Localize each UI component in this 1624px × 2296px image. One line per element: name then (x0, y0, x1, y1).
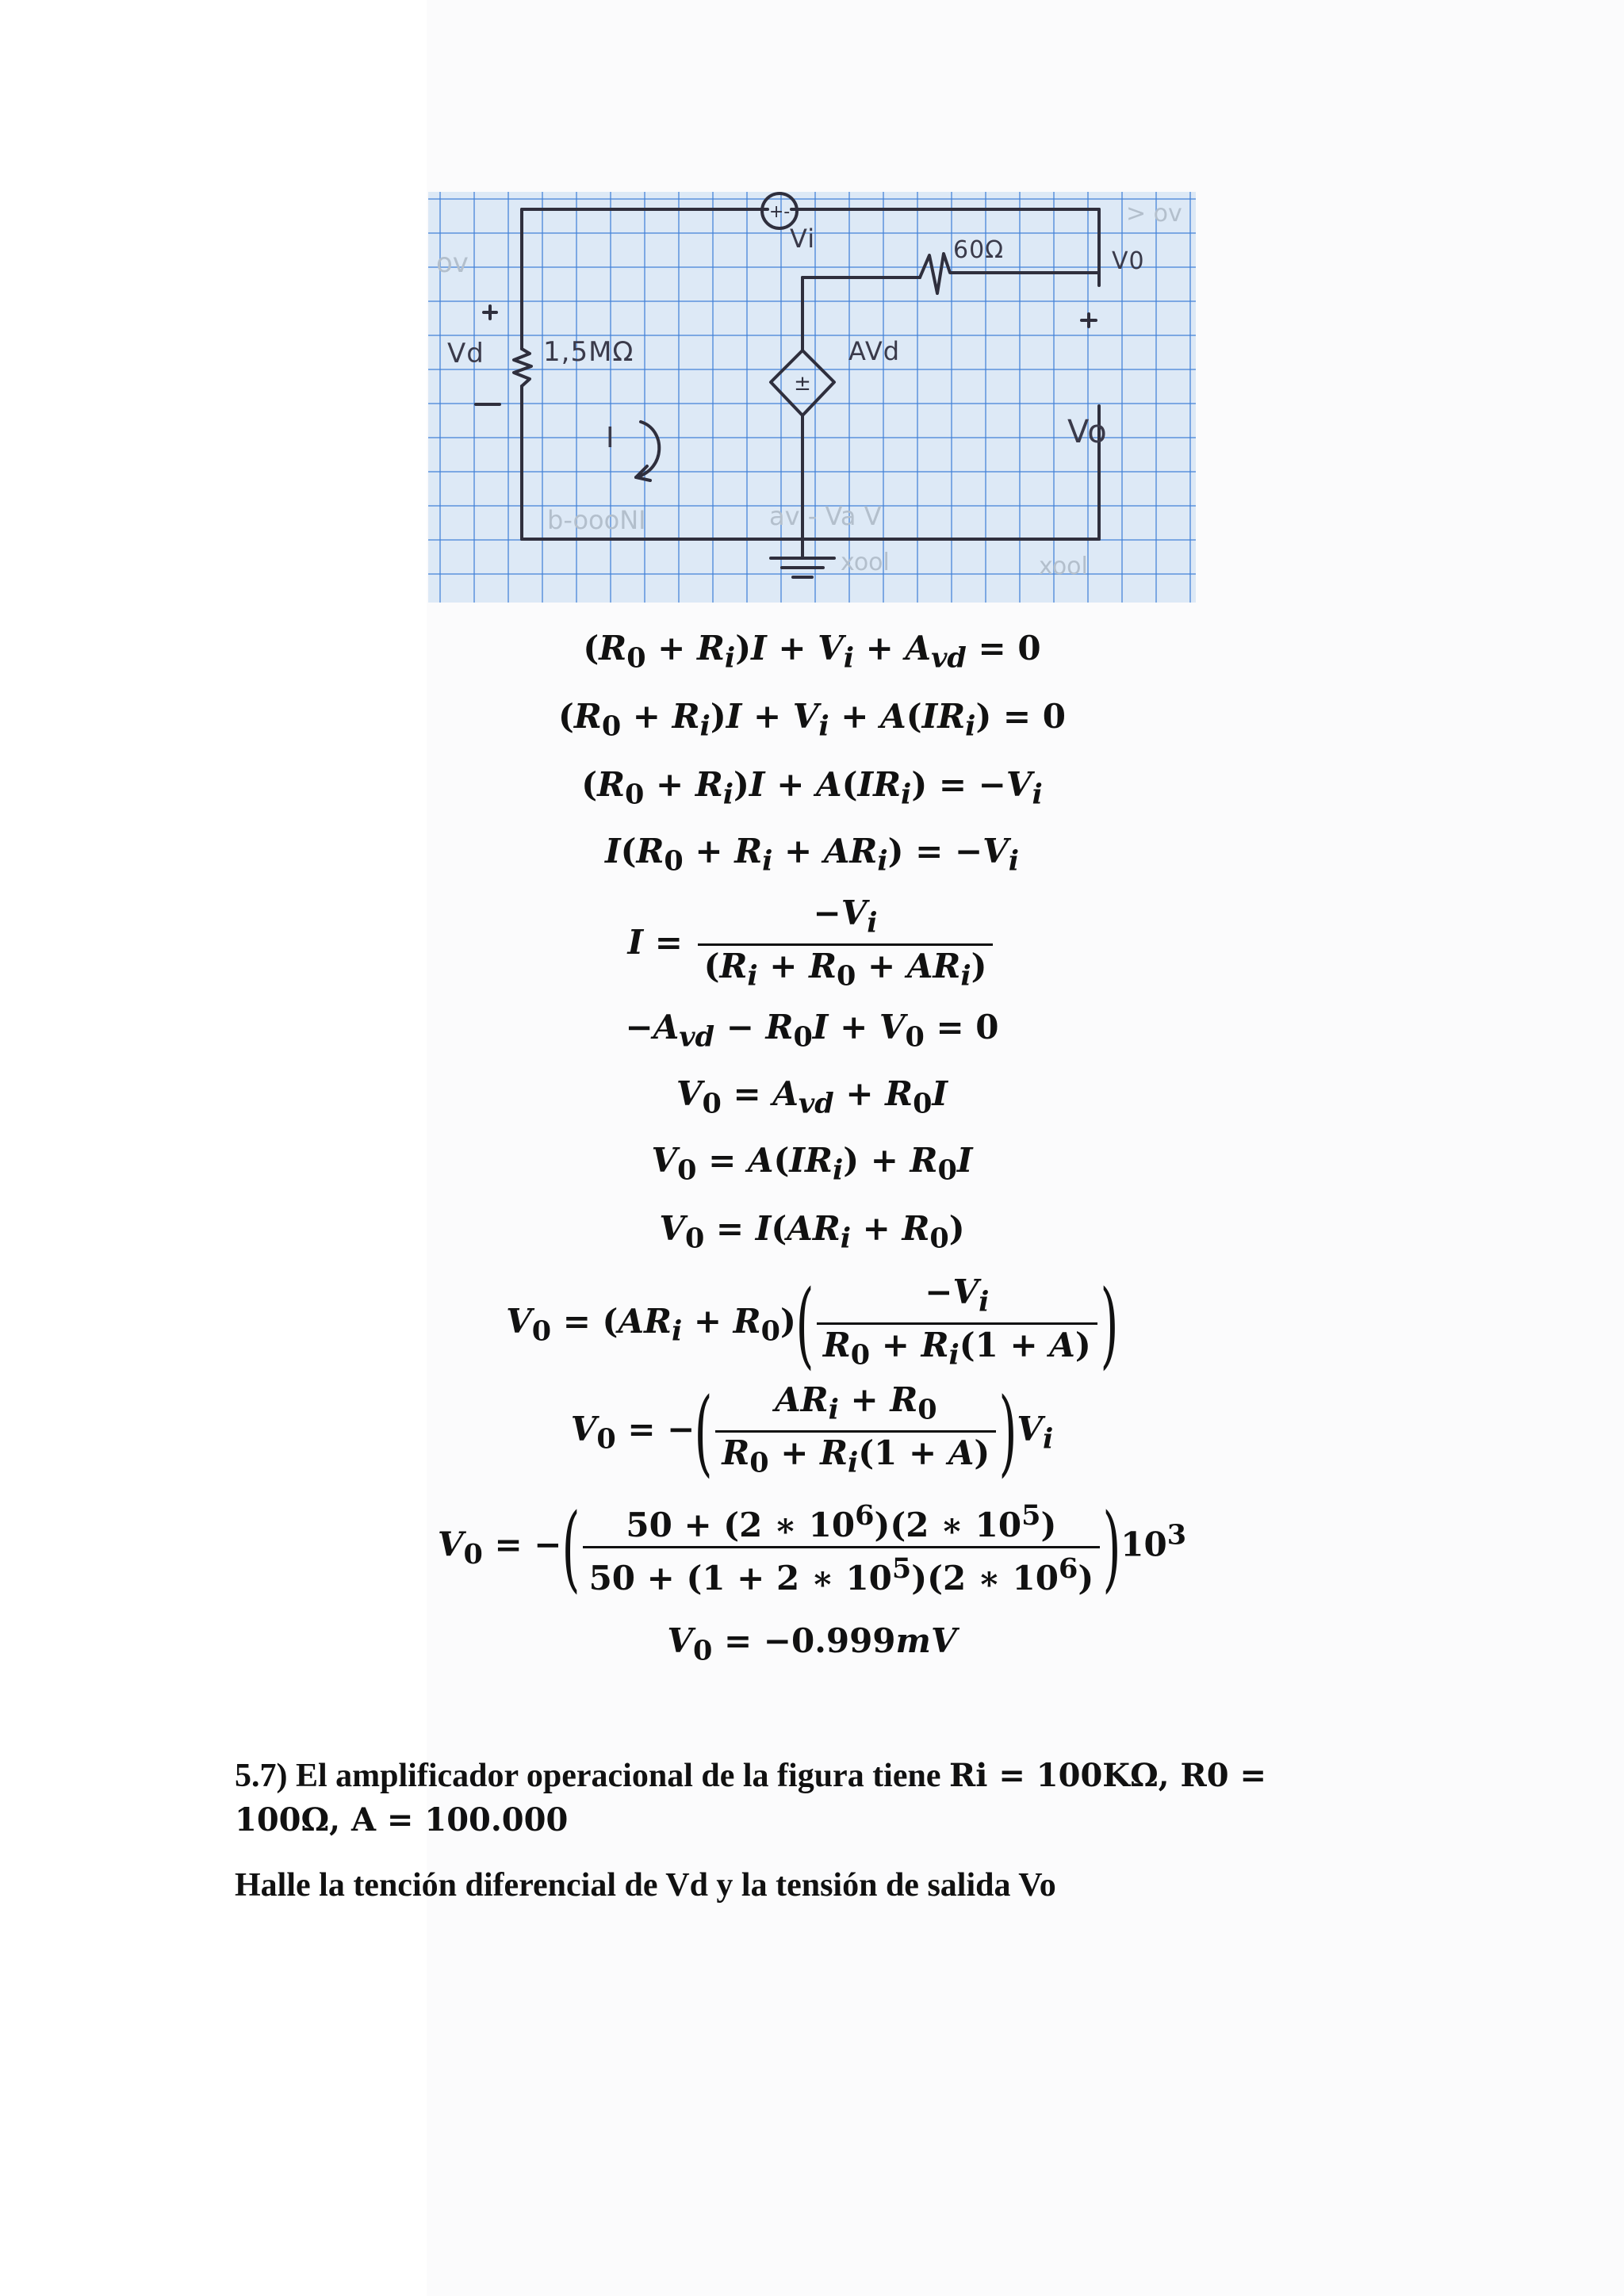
avd-label: AVd (848, 336, 901, 366)
problem-given-ri-r0: Ri = 100KΩ, R0 = (949, 1757, 1267, 1794)
bleed-through-mark: xool (1039, 553, 1088, 580)
problem-heading: 5.7) El amplificador operacional de la figura tiene (235, 1758, 941, 1794)
problem-question: Halle la tención diferencial de Vd y la tensión de salida Vo (235, 1867, 1056, 1904)
equation-9: $V_0 = I(AR_i + R_0)$ (659, 1209, 965, 1255)
source-polarity: ± (794, 372, 811, 396)
equation-11: $V_0$ = −( $\frac{AR_i + R_0}{R_0 + R_i(1 + A)}$ )$V_i$ (570, 1376, 1054, 1487)
equation-12: $V_0$ = −( $\frac{50 + (2 ∗ 10^6)(2 ∗ 10^5)}{50 + (1 + 2 ∗ 10^5)(2 ∗ 10^6)}$ )$10^3$ (437, 1492, 1187, 1602)
output-vo-label: Vo (1067, 414, 1108, 450)
loop-current-label: I (606, 422, 615, 454)
bleed-through-mark: av - Va V (769, 501, 882, 531)
bleed-through-mark: xool (841, 549, 890, 576)
equation-10: $V_0 = (AR_i + R_0)$( $\frac{-V_i}{R_0 + R_i(1 + A)}$ ) (506, 1269, 1119, 1379)
resistor-60-label: 60Ω (953, 236, 1005, 264)
problem-given-r0-a: 100Ω, A = 100.000 (235, 1801, 569, 1839)
equation-8: $V_0 = A(IR_i) + R_0I$ (651, 1141, 973, 1187)
vd-label: Vd (447, 338, 485, 369)
equation-13: $V_0 = -0.999mV$ (667, 1621, 957, 1667)
resistor-1-5m-label: 1,5MΩ (543, 336, 634, 368)
equation-2: $(R_0 + R_i)I + V_i + A(IR_i) = 0$ (558, 697, 1066, 743)
bleed-through-mark: ov (436, 247, 469, 279)
equation-6: $-A_{vd} - R_0I + V_0 = 0$ (625, 1008, 999, 1054)
equation-3: $(R_0 + R_i)I + A(IR_i) = -V_i$ (581, 765, 1043, 811)
bleed-through-mark: b-oooNI (547, 505, 646, 535)
equation-1: $(R_0 + R_i)I + V_i + A_{vd} = 0$ (583, 629, 1041, 675)
problem-statement (235, 1754, 1307, 1843)
source-polarity: +- (768, 202, 791, 222)
bleed-through-mark: > ov (1126, 200, 1182, 228)
equation-7: $V_0 = A_{vd} + R_0I$ (676, 1074, 948, 1120)
output-top-label: V0 (1112, 247, 1145, 275)
vi-label: Vi (790, 224, 816, 254)
equation-4: $I(R_0 + R_i + AR_i) = -V_i$ (604, 832, 1020, 878)
circuit-diagram (428, 192, 1196, 603)
equation-5: I = $\frac{-V_i}{(R_i + R_0 + AR_i)}$ (428, 893, 1196, 997)
